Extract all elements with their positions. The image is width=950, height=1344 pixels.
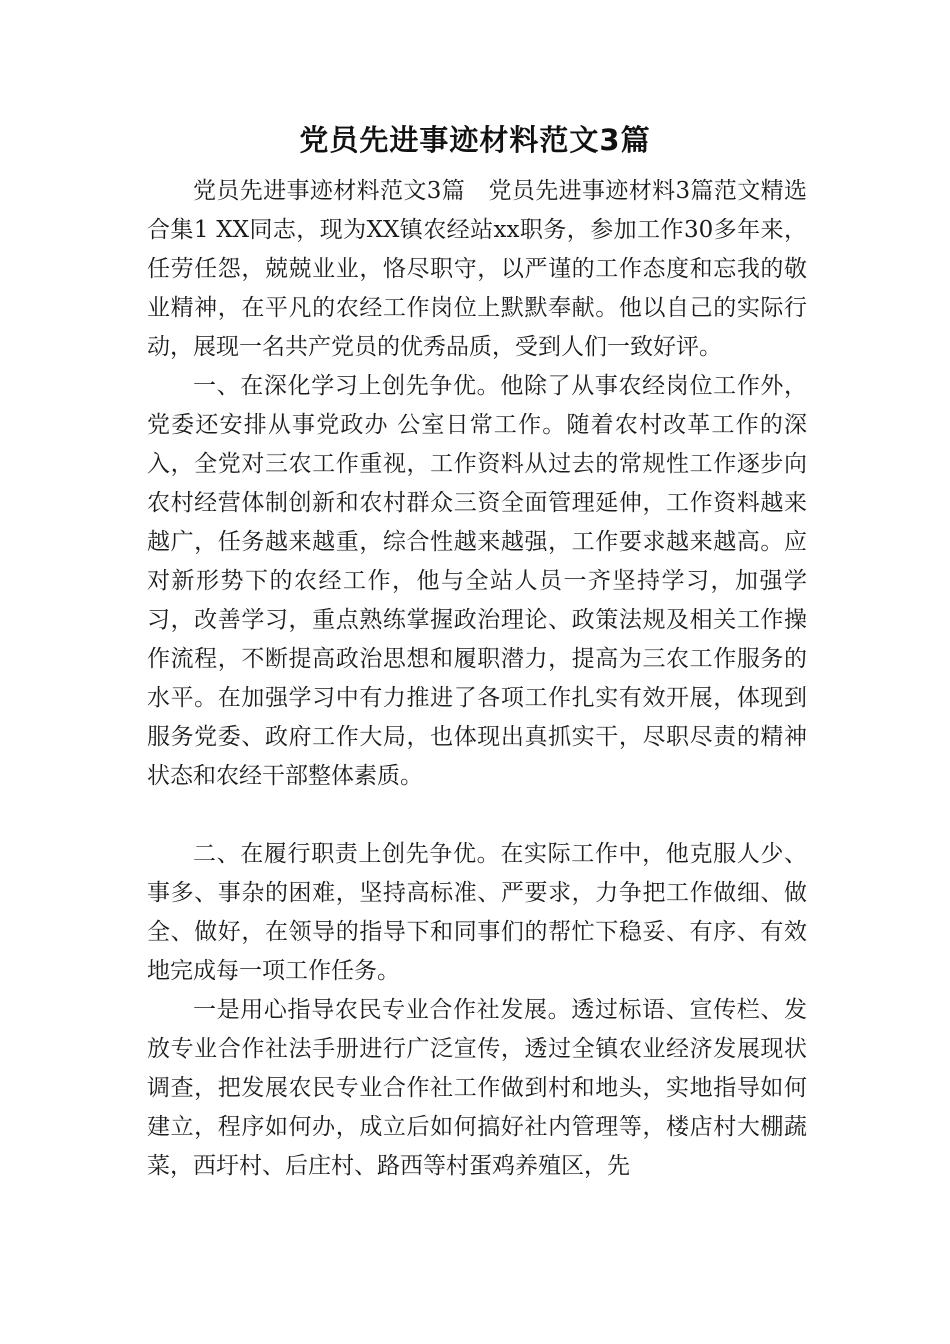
paragraph-duties: 二、在履行职责上创先争优。在实际工作中，他克服人少、事多、事杂的困难，坚持高标准、严要求，力争把工作做细、做全、做好，在领导的指导下和同事们的帮忙下稳妥、有序、有效地完成每一项工作任务。 (147, 841, 807, 984)
paragraph-cooperatives: 一是用心指导农民专业合作社发展。透过标语、宣传栏、发放专业合作社法手册进行广泛宣传，透过全镇农业经济发展现状调查，把发展农民专业合作社工作做到村和地头，实地指导如何建立，程序如何办，成立后如何搞好社内管理等，楼店村大棚蔬菜，西圩村、后庄村、路西等村蛋鸡养殖区，先 (147, 997, 807, 1179)
document-body (147, 172, 807, 1186)
paragraph-study: 一、在深化学习上创先争优。他除了从事农经岗位工作外，党委还安排从事党政办 公室日常工作。随着农村改革工作的深入，全党对三农工作重视，工作资料从过去的常规性工作逐步向农村经营体制创新和农村群众三资全面管理延伸，工作资料越来越广，任务越来越重，综合性越来越强，工作要求越来越高。应对新形势下的农经工作，他与全站人员一齐坚持学习，加强学习，改善学习，重点熟练掌握政治理论、政策法规及相关工作操作流程，不断提高政治思想和履职潜力，提高为三农工作服务的水平。在加强学习中有力推进了各项工作扎实有效开展，体现到服务党委、政府工作大局，也体现出真抓实干，尽职尽责的精神状态和农经干部整体素质。 (147, 373, 807, 789)
document-title: 党员先进事迹材料范文3篇 (299, 123, 651, 157)
paragraph-intro: 党员先进事迹材料范文3篇 党员先进事迹材料3篇范文精选合集1 XX同志，现为XX镇农经站xx职务，参加工作30多年来，任劳任怨，兢兢业业，恪尽职守，以严谨的工作态度和忘我的敬业精神，在平凡的农经工作岗位上默默奉献。他以自己的实际行动，展现一名共产党员的优秀品质，受到人们一致好评。 (147, 178, 807, 360)
